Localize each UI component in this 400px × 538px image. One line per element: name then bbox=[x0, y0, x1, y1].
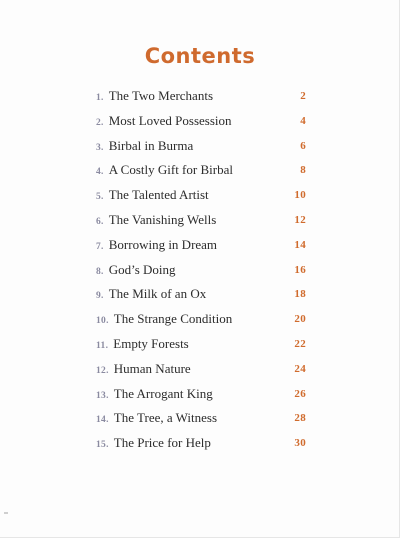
entry-title: Borrowing in Dream bbox=[108, 236, 218, 252]
toc-entry[interactable] bbox=[96, 408, 306, 433]
entry-page-number: 20 bbox=[294, 313, 306, 326]
entry-title: The Arrogant King bbox=[113, 385, 213, 401]
entry-number: 7. bbox=[96, 241, 104, 252]
entry-number: 10. bbox=[96, 316, 109, 327]
entry-title: Birbal in Burma bbox=[108, 137, 194, 153]
toc-entry[interactable] bbox=[96, 210, 306, 235]
entry-page-number: 10 bbox=[294, 189, 306, 202]
toc-entry[interactable] bbox=[96, 334, 306, 359]
entry-page-number: 18 bbox=[294, 288, 306, 301]
entry-number: 12. bbox=[96, 365, 109, 376]
toc-entry[interactable] bbox=[96, 160, 306, 185]
entry-number: 14. bbox=[96, 415, 109, 426]
toc-entry[interactable] bbox=[96, 284, 306, 309]
entry-number: 6. bbox=[96, 216, 104, 227]
entry-title: The Strange Condition bbox=[113, 311, 233, 327]
entry-number: 1. bbox=[96, 93, 104, 103]
entry-page-number: 14 bbox=[294, 238, 306, 251]
entry-title: God’s Doing bbox=[108, 261, 176, 277]
entry-number: 9. bbox=[96, 291, 104, 302]
entry-number: 2. bbox=[96, 117, 104, 128]
entry-title: Human Nature bbox=[113, 360, 191, 376]
entry-title: The Tree, a Witness bbox=[113, 410, 218, 426]
toc-entry[interactable] bbox=[96, 111, 306, 136]
toc-entry[interactable] bbox=[96, 309, 306, 334]
entry-page-number: 30 bbox=[294, 437, 306, 450]
toc-entry[interactable] bbox=[96, 136, 306, 161]
entry-page-number: 28 bbox=[294, 412, 306, 425]
entry-page-number: 6 bbox=[300, 139, 306, 152]
entry-page-number: 16 bbox=[294, 263, 306, 276]
entry-page-number: 4 bbox=[300, 114, 306, 127]
table-of-contents bbox=[96, 86, 306, 458]
toc-entry[interactable] bbox=[96, 260, 306, 285]
entry-number: 11. bbox=[96, 340, 109, 351]
entry-title: A Costly Gift for Birbal bbox=[108, 162, 233, 178]
entry-number: 5. bbox=[96, 192, 104, 203]
entry-number: 15. bbox=[96, 440, 109, 451]
toc-entry[interactable] bbox=[96, 235, 306, 260]
entry-number: 8. bbox=[96, 266, 104, 277]
entry-number: 4. bbox=[96, 167, 104, 178]
entry-title: Most Loved Possession bbox=[108, 112, 232, 128]
toc-entry[interactable] bbox=[96, 359, 306, 384]
entry-title: The Vanishing Wells bbox=[108, 211, 217, 227]
entry-title: The Talented Artist bbox=[108, 187, 209, 203]
entry-page-number: 2 bbox=[300, 90, 306, 102]
toc-entry[interactable] bbox=[96, 185, 306, 210]
entry-title: The Milk of an Ox bbox=[108, 286, 207, 302]
entry-number: 3. bbox=[96, 142, 104, 153]
entry-page-number: 12 bbox=[294, 213, 306, 226]
entry-title: The Price for Help bbox=[113, 435, 211, 451]
entry-title: The Two Merchants bbox=[108, 88, 214, 103]
entry-page-number: 8 bbox=[300, 164, 306, 177]
page-mark bbox=[4, 512, 8, 514]
page-title: Contents bbox=[144, 44, 256, 68]
entry-page-number: 22 bbox=[294, 337, 306, 350]
toc-entry[interactable] bbox=[96, 384, 306, 409]
toc-entry[interactable] bbox=[96, 433, 306, 458]
entry-title: Empty Forests bbox=[113, 335, 189, 351]
toc-entry[interactable] bbox=[96, 86, 306, 111]
entry-page-number: 24 bbox=[294, 362, 306, 375]
entry-number: 13. bbox=[96, 390, 109, 401]
entry-page-number: 26 bbox=[294, 387, 306, 400]
